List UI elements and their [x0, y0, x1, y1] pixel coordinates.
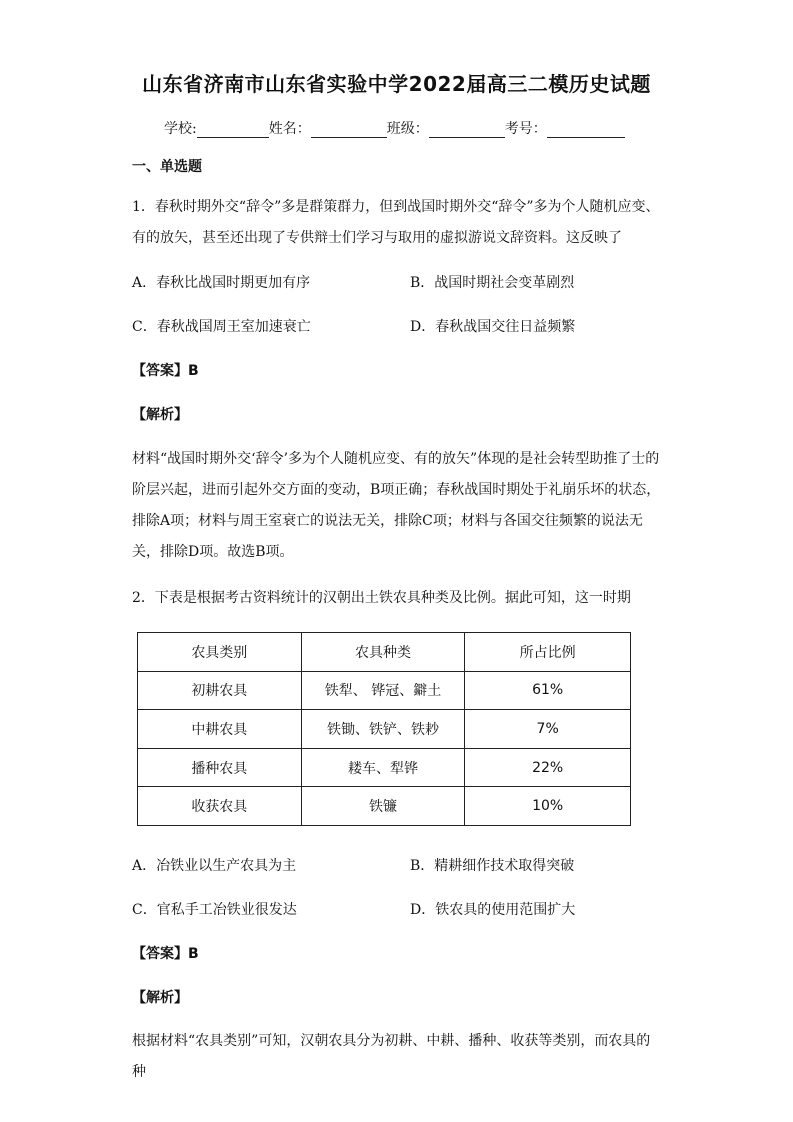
- exam-no-field[interactable]: [547, 123, 625, 138]
- q1-answer: 【答案】B: [132, 363, 199, 379]
- table-cell: 铁锄、铁铲、铁耖: [301, 710, 465, 749]
- table-cell: 收获农具: [138, 787, 302, 826]
- q1-option-d[interactable]: D．春秋战国交往日益频繁: [410, 319, 576, 335]
- q2-analysis: 根据材料“农具类别”可知，汉朝农具分为初耕、中耕、播种、收获等类别，而农具的种: [132, 1033, 651, 1080]
- q2-option-b[interactable]: B．精耕细作技术取得突破: [410, 858, 575, 874]
- q1-option-c[interactable]: C．春秋战国周王室加速衰亡: [132, 319, 311, 335]
- q2-answer: 【答案】B: [132, 946, 199, 962]
- student-info-line: [164, 118, 625, 138]
- page-title: 山东省济南市山东省实验中学2022届高三二模历史试题: [142, 72, 651, 96]
- table-header: 农具类别: [138, 633, 302, 672]
- class-field[interactable]: [429, 123, 505, 138]
- table-cell: 61%: [465, 671, 631, 710]
- exam-no-label: 考号：: [504, 121, 547, 137]
- table-cell: 初耕农具: [138, 671, 302, 710]
- table-row: [138, 671, 631, 710]
- table-row: [138, 710, 631, 749]
- name-label: 姓名：: [268, 121, 311, 137]
- school-label: 学校:: [164, 121, 197, 137]
- q1-option-a[interactable]: A．春秋比战国时期更加有序: [132, 275, 311, 291]
- section-heading: 一、单选题: [132, 159, 202, 175]
- table-cell: 中耕农具: [138, 710, 302, 749]
- q2-option-c[interactable]: C．官私手工冶铁业很发达: [132, 902, 297, 918]
- q1-option-b[interactable]: B．战国时期社会变革剧烈: [410, 275, 575, 291]
- q1-analysis: 材料“战国时期外交‘辞令’多为个人随机应变、有的放矢”体现的是社会转型助推了士的阶层兴起，进而引起外交方面的变动，B项正确；春秋战国时期处于礼崩乐坏的状态，排除A项；材料与周王室衰亡的说法无关，排除C项；材料与各国交往频繁的说法无关，排除D项。故选B项。: [132, 451, 661, 560]
- name-field[interactable]: [311, 123, 387, 138]
- table-header-row: [138, 633, 631, 672]
- table-cell: 10%: [465, 787, 631, 826]
- question-1-stem: 1．春秋时期外交“辞令”多是群策群力，但到战国时期外交“辞令”多为个人随机应变、有的放矢，甚至还出现了专供辩士们学习与取用的虚拟游说文辞资料。这反映了: [132, 199, 660, 246]
- table-cell: 22%: [465, 748, 631, 787]
- table-cell: 耧车、犁铧: [301, 748, 465, 787]
- q2-option-a[interactable]: A．冶铁业以生产农具为主: [132, 858, 297, 874]
- table-cell: 播种农具: [138, 748, 302, 787]
- farm-tools-table: [137, 632, 631, 826]
- table-cell: 7%: [465, 710, 631, 749]
- class-label: 班级：: [386, 121, 429, 137]
- table-cell: 铁镰: [301, 787, 465, 826]
- q2-analysis-label: 【解析】: [132, 990, 188, 1006]
- table-cell: 铁犁、 铧冠、鐴土: [301, 671, 465, 710]
- table-row: [138, 748, 631, 787]
- question-2-stem: 2．下表是根据考古资料统计的汉朝出土铁农具种类及比例。据此可知，这一时期: [132, 590, 631, 606]
- q2-option-d[interactable]: D．铁农具的使用范围扩大: [410, 902, 576, 918]
- table-header: 农具种类: [301, 633, 465, 672]
- table-header: 所占比例: [465, 633, 631, 672]
- school-field[interactable]: [197, 123, 269, 138]
- q1-analysis-label: 【解析】: [132, 407, 188, 423]
- table-row: [138, 787, 631, 826]
